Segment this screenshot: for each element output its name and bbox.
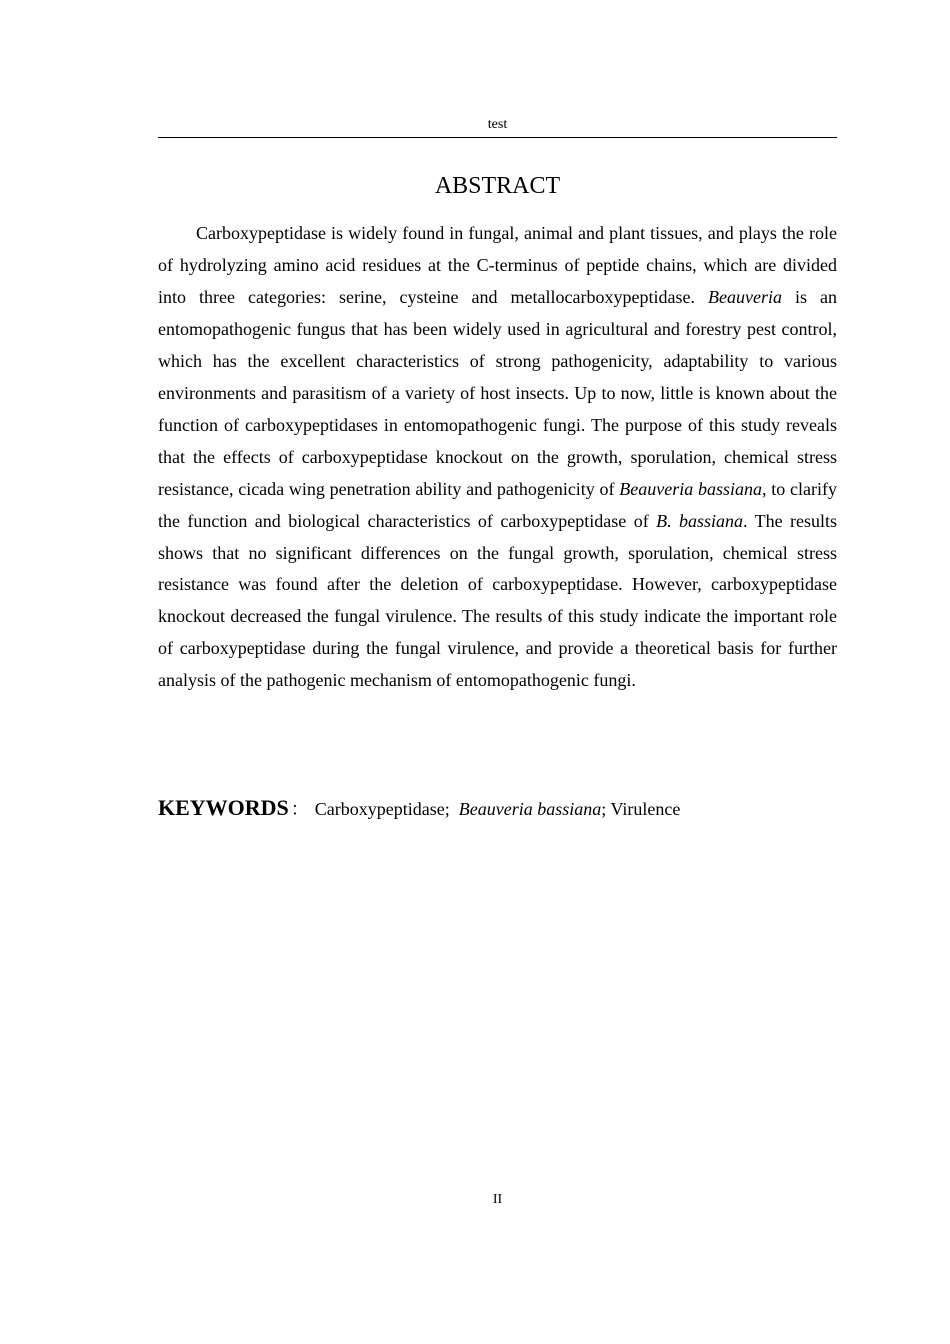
- abstract-text-segment: Carboxypeptidase is widely found in fungal, animal and plant tissues, and plays the role of hydrolyzing amino acid residues at the C-terminus of peptide chains, which are divided into three categories: serine, cysteine and metallocarboxypeptidase.: [158, 223, 837, 307]
- header-rule: [158, 137, 837, 138]
- abstract-title: ABSTRACT: [434, 173, 561, 199]
- abstract-italic-term: B. bassiana: [656, 510, 744, 531]
- page-number: II: [492, 1192, 503, 1207]
- keywords-line: [158, 793, 837, 824]
- running-header: test: [487, 117, 508, 132]
- keyword-item: Virulence: [610, 799, 681, 819]
- keyword-item: Beauveria bassiana: [458, 799, 602, 819]
- abstract-text-segment: , to clarify the function and biological characteristics of carboxypeptidase of: [158, 478, 837, 531]
- abstract-italic-term: Beauveria bassiana: [619, 478, 763, 499]
- keyword-item: Carboxypeptidase: [314, 799, 445, 819]
- abstract-paragraph: [158, 218, 837, 697]
- keywords-label: KEYWORDS: [158, 795, 289, 820]
- abstract-text-segment: is an entomopathogenic fungus that has been widely used in agricultural and forestry pest control, which has the excellent characteristics of strong pathogenicity, adaptability to various environments and parasitism of a variety of host insects. Up to now, little is known about the function of carboxypeptidases in entomopathogenic fungi. The purpose of this study reveals that the effects of carboxypeptidase knockout on the growth, sporulation, chemical stress resistance, cicada wing penetration ability and pathogenicity of: [158, 286, 837, 499]
- keyword-separator: ;: [444, 799, 459, 819]
- keywords-separator: ：: [290, 799, 309, 819]
- abstract-italic-term: Beauveria: [707, 286, 782, 307]
- keyword-separator: ;: [601, 799, 611, 819]
- abstract-text-segment: . The results shows that no significant differences on the fungal growth, sporulation, chemical stress resistance was found after the deletion of carboxypeptidase. However, carboxypeptidase knockout decreased the fungal virulence. The results of this study indicate the important role of carboxypeptidase during the fungal virulence, and provide a theoretical basis for further analysis of the pathogenic mechanism of entomopathogenic fungi.: [158, 510, 837, 691]
